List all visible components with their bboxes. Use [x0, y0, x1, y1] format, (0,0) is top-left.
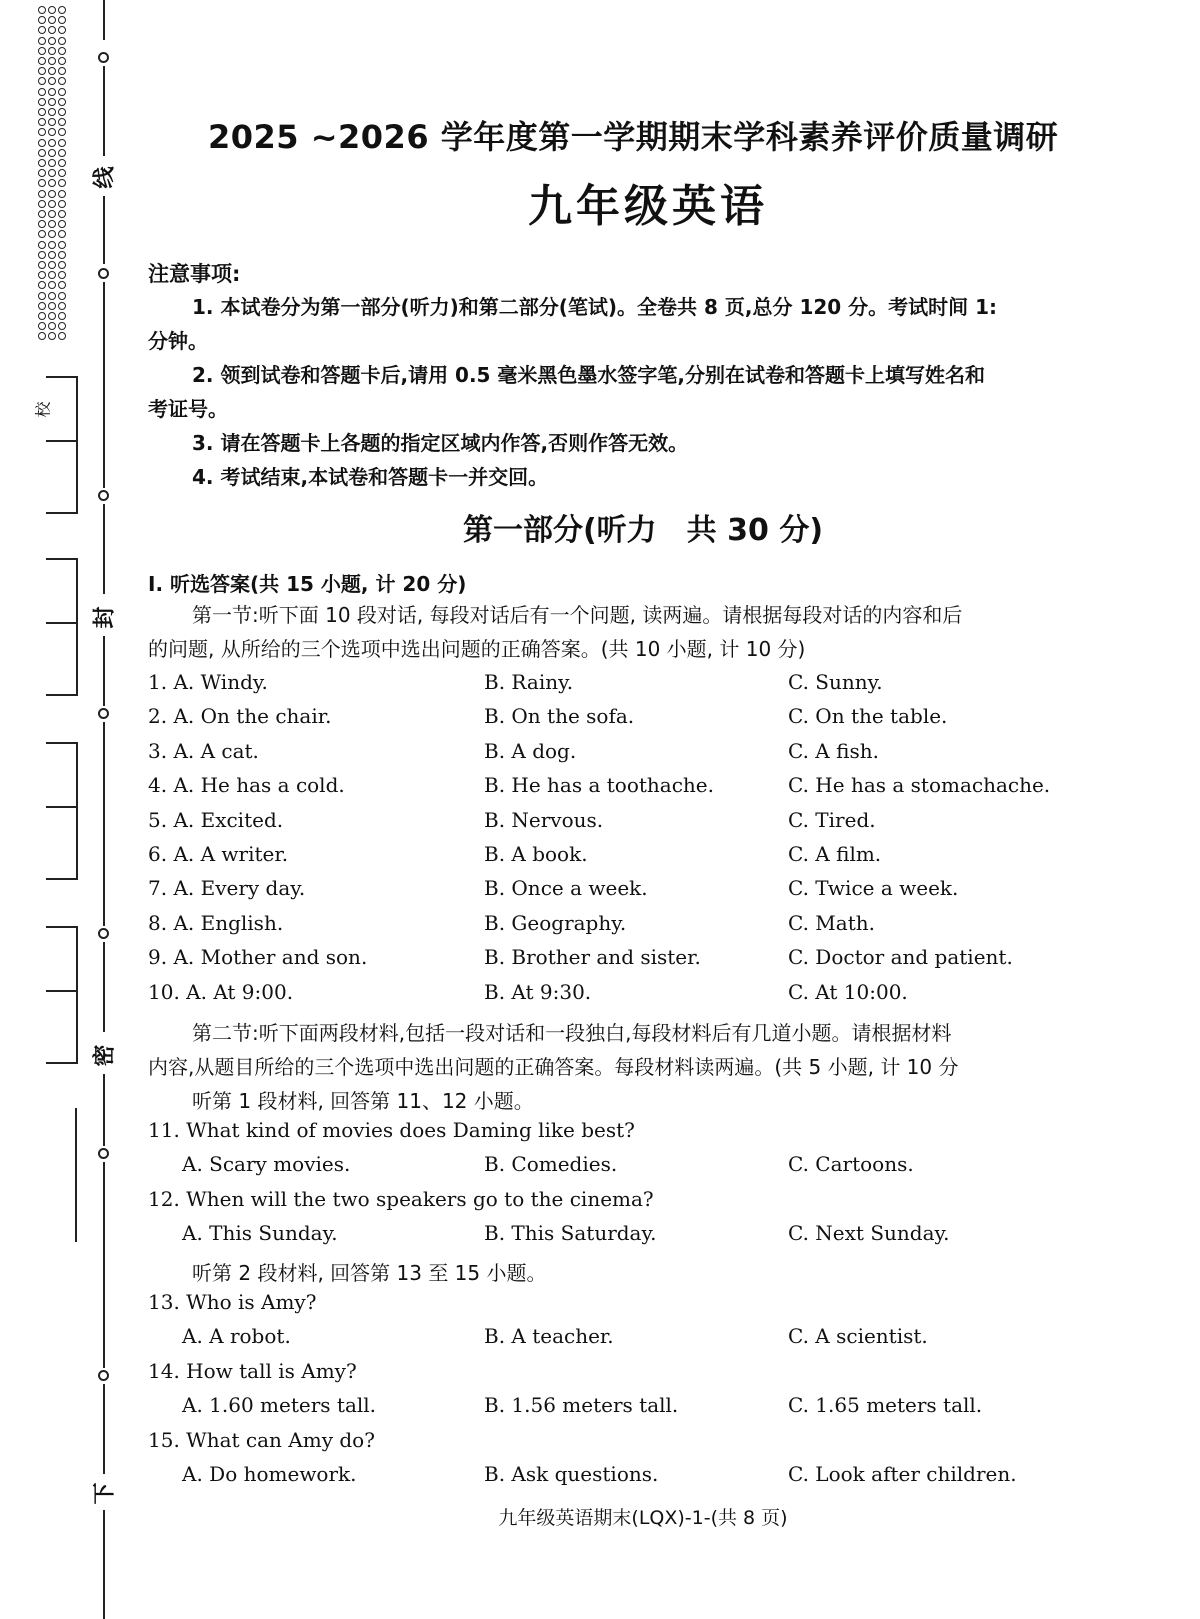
cut-line	[103, 196, 105, 264]
question-stem: 11. What kind of movies does Daming like best?	[148, 1118, 635, 1142]
perforation-hole	[38, 16, 46, 24]
info-box-divider	[46, 622, 76, 624]
option-c: C. A scientist.	[788, 1324, 928, 1348]
perforation-hole	[58, 190, 66, 198]
perforation-hole	[38, 230, 46, 238]
perforation-hole	[58, 322, 66, 330]
perforation-row	[38, 118, 68, 128]
cut-line-dot	[98, 490, 109, 501]
perforation-hole	[58, 312, 66, 320]
perforation-hole	[48, 210, 56, 218]
option-a: A. A robot.	[182, 1324, 291, 1348]
info-box-label: 校	[33, 401, 53, 418]
perforation-row	[38, 200, 68, 210]
option-b: B. A book.	[484, 842, 588, 866]
material-2-instruction: 听第 2 段材料, 回答第 13 至 15 小题。	[192, 1261, 547, 1285]
perforation-hole	[58, 128, 66, 136]
perforation-row	[38, 179, 68, 189]
perforation-row	[38, 26, 68, 36]
perforation-row	[38, 88, 68, 98]
perforation-hole	[48, 98, 56, 106]
perforation-hole	[58, 159, 66, 167]
perforation-hole	[48, 179, 56, 187]
info-box-divider	[46, 806, 76, 808]
notice-item-continued: 考证号。	[148, 397, 228, 421]
perforation-row	[38, 261, 68, 271]
perforation-hole	[38, 271, 46, 279]
perforation-hole	[58, 88, 66, 96]
perforation-row	[38, 57, 68, 67]
perforation-hole	[38, 47, 46, 55]
perforation-row	[38, 149, 68, 159]
option-b: B. Comedies.	[484, 1152, 618, 1176]
cut-line-dot	[98, 708, 109, 719]
perforation-hole	[48, 281, 56, 289]
option-c: C. Twice a week.	[788, 876, 959, 901]
perforation-hole	[38, 6, 46, 14]
option-b: B. Nervous.	[484, 807, 604, 832]
perforation-row	[38, 47, 68, 57]
perforation-hole	[38, 88, 46, 96]
option-a: 6. A. A writer.	[148, 842, 289, 866]
option-a: A. Do homework.	[182, 1462, 357, 1486]
option-a: A. Scary movies.	[182, 1152, 351, 1176]
option-c: C. On the table.	[788, 704, 948, 729]
cut-line	[103, 1162, 105, 1368]
cut-line	[103, 942, 105, 1032]
question-row	[148, 980, 1138, 1014]
perforation-row	[38, 281, 68, 291]
info-box-divider	[46, 440, 76, 442]
notice-item: 2. 领到试卷和答题卡后,请用 0.5 毫米黑色墨水签字笔,分别在试卷和答题卡上填写姓名和	[192, 363, 986, 387]
option-c: C. Doctor and patient.	[788, 945, 1013, 970]
cut-line-dot	[98, 1370, 109, 1381]
option-b: B. He has a toothache.	[484, 773, 714, 798]
perforation-hole	[48, 292, 56, 300]
perforation-hole	[58, 292, 66, 300]
cut-line	[103, 0, 105, 40]
perforation-hole	[58, 26, 66, 34]
info-box-bracket	[46, 742, 78, 880]
perforation-row	[38, 108, 68, 118]
question-row	[148, 842, 1138, 876]
perforation-hole	[38, 312, 46, 320]
option-b: B. Geography.	[484, 910, 627, 935]
info-box-line	[75, 1108, 77, 1242]
perforation-hole	[48, 271, 56, 279]
question-stem: 15. What can Amy do?	[148, 1428, 375, 1452]
section1-instructions-continued: 的问题, 从所给的三个选项中选出问题的正确答案。(共 10 小题, 计 10 分)	[148, 637, 806, 661]
cut-label-mi: 密	[91, 1044, 118, 1067]
perforation-hole	[48, 6, 56, 14]
perforation-hole	[58, 210, 66, 218]
option-b: B. Ask questions.	[484, 1462, 659, 1486]
page-footer: 九年级英语期末(LQX)-1-(共 8 页)	[498, 1507, 788, 1529]
perforation-hole	[48, 67, 56, 75]
info-box-bracket	[46, 558, 78, 696]
perforation-hole	[48, 200, 56, 208]
info-box-bracket	[46, 926, 78, 1064]
cut-line	[103, 1510, 105, 1619]
question-stem: 13. Who is Amy?	[148, 1290, 317, 1314]
cut-label-feng: 封	[91, 606, 118, 629]
option-b: B. A teacher.	[484, 1324, 614, 1348]
perforation-hole	[58, 108, 66, 116]
info-box-divider	[46, 990, 76, 992]
perforation-row	[38, 37, 68, 47]
cut-line-dot	[98, 1148, 109, 1159]
perforation-hole	[48, 139, 56, 147]
perforation-hole	[48, 261, 56, 269]
option-a: 10. A. At 9:00.	[148, 979, 294, 1004]
perforation-hole	[58, 6, 66, 14]
perforation-hole	[48, 118, 56, 126]
cut-line-dot	[98, 268, 109, 279]
option-c: C. Sunny.	[788, 670, 883, 694]
option-b: B. 1.56 meters tall.	[484, 1393, 679, 1417]
perforation-row	[38, 67, 68, 77]
perforation-hole	[58, 67, 66, 75]
perforation-hole	[48, 241, 56, 249]
question-stem: 14. How tall is Amy?	[148, 1359, 357, 1383]
option-c: C. Tired.	[788, 807, 876, 832]
perforation-hole	[48, 26, 56, 34]
question-options	[148, 1152, 1138, 1186]
perforation-hole	[58, 139, 66, 147]
cut-label-xia: 下	[91, 1482, 118, 1505]
option-c: C. Cartoons.	[788, 1152, 914, 1176]
notice-item: 4. 考试结束,本试卷和答题卡一并交回。	[192, 465, 549, 489]
perforation-hole	[58, 220, 66, 228]
perforation-hole	[48, 57, 56, 65]
perforation-hole	[38, 302, 46, 310]
perforation-hole	[38, 241, 46, 249]
perforation-hole	[38, 57, 46, 65]
perforation-hole	[38, 322, 46, 330]
perforation-hole	[58, 281, 66, 289]
perforation-hole	[48, 149, 56, 157]
perforation-hole	[58, 271, 66, 279]
perforation-hole	[38, 169, 46, 177]
perforation-row	[38, 271, 68, 281]
question-row	[148, 808, 1138, 842]
section2-instructions: 第二节:听下面两段材料,包括一段对话和一段独白,每段材料后有几道小题。请根据材料	[192, 1021, 952, 1045]
perforation-row	[38, 77, 68, 87]
exam-title: 2025 ~2026 学年度第一学期期末学科素养评价质量调研	[208, 118, 1059, 156]
perforation-hole	[58, 169, 66, 177]
perforation-hole	[48, 302, 56, 310]
option-a: 7. A. Every day.	[148, 876, 306, 901]
perforation-hole	[48, 322, 56, 330]
notice-item: 3. 请在答题卡上各题的指定区域内作答,否则作答无效。	[192, 431, 689, 455]
perforation-row	[38, 190, 68, 200]
cut-line	[103, 66, 105, 156]
cut-line	[103, 722, 105, 926]
perforation-row	[38, 312, 68, 322]
perforation-hole	[48, 312, 56, 320]
perforation-row	[38, 210, 68, 220]
question-options	[148, 1393, 1138, 1427]
perforation-row	[38, 230, 68, 240]
perforation-row	[38, 302, 68, 312]
cut-line-dot	[98, 52, 109, 63]
perforation-hole	[58, 230, 66, 238]
perforation-hole	[38, 332, 46, 340]
option-a: 3. A. A cat.	[148, 738, 259, 763]
perforation-row	[38, 169, 68, 179]
perforation-row	[38, 251, 68, 261]
perforation-hole	[58, 200, 66, 208]
perforation-hole	[58, 261, 66, 269]
option-a: A. This Sunday.	[182, 1221, 338, 1245]
option-b: B. This Saturday.	[484, 1221, 657, 1245]
perforation-hole	[48, 332, 56, 340]
option-c: C. He has a stomachache.	[788, 773, 1051, 798]
perforation-hole	[48, 220, 56, 228]
perforation-hole	[58, 251, 66, 259]
perforation-hole	[38, 251, 46, 259]
perforation-hole	[48, 230, 56, 238]
option-a: 8. A. English.	[148, 910, 284, 935]
question-options	[148, 1462, 1138, 1496]
perforation-row	[38, 332, 68, 342]
perforation-hole	[38, 128, 46, 136]
perforation-hole	[38, 98, 46, 106]
perforation-hole	[58, 149, 66, 157]
option-a: 9. A. Mother and son.	[148, 945, 368, 970]
perforation-row	[38, 128, 68, 138]
perforation-hole	[38, 77, 46, 85]
question-options	[148, 1324, 1138, 1358]
option-a: 1. A. Windy.	[148, 670, 268, 694]
cut-label-xian: 线	[91, 166, 118, 189]
perforation-hole	[38, 149, 46, 157]
perforation-hole	[38, 281, 46, 289]
perforation-hole	[58, 179, 66, 187]
question-row	[148, 876, 1138, 910]
perforation-hole	[58, 16, 66, 24]
question-row	[148, 670, 1138, 704]
perforation-hole	[48, 88, 56, 96]
cut-line-dot	[98, 928, 109, 939]
question-row	[148, 704, 1138, 738]
question-row	[148, 739, 1138, 773]
perforation-hole	[58, 57, 66, 65]
perforation-hole	[38, 190, 46, 198]
perforation-hole	[38, 37, 46, 45]
perforation-hole	[58, 98, 66, 106]
perforation-hole	[38, 108, 46, 116]
perforation-hole	[48, 251, 56, 259]
notice-item-continued: 分钟。	[148, 329, 208, 353]
binding-margin	[0, 0, 125, 1619]
cut-line	[103, 1384, 105, 1474]
perforation-hole	[38, 261, 46, 269]
section1-instructions: 第一节:听下面 10 段对话, 每段对话后有一个问题, 读两遍。请根据每段对话的内容和后	[192, 603, 963, 627]
perforation-hole	[58, 77, 66, 85]
perforation-hole	[38, 159, 46, 167]
option-a: 4. A. He has a cold.	[148, 773, 345, 798]
option-c: C. A film.	[788, 842, 882, 866]
perforation-hole	[38, 292, 46, 300]
cut-line	[103, 636, 105, 706]
perforation-hole	[58, 302, 66, 310]
perforation-hole	[38, 210, 46, 218]
perforation-hole	[38, 179, 46, 187]
question-row	[148, 945, 1138, 979]
perforation-hole	[58, 332, 66, 340]
perforation-hole	[48, 16, 56, 24]
option-c: C. A fish.	[788, 738, 879, 763]
option-b: B. A dog.	[484, 738, 577, 763]
perforation-hole	[48, 190, 56, 198]
cut-line	[103, 282, 105, 488]
option-c: C. Math.	[788, 910, 875, 935]
perforation-row	[38, 6, 68, 16]
cut-line	[103, 1074, 105, 1146]
perforation-hole	[58, 47, 66, 55]
perforation-hole	[48, 128, 56, 136]
option-b: B. Rainy.	[484, 670, 574, 694]
perforation-hole	[38, 118, 46, 126]
part-one-title: 第一部分(听力 共 30 分)	[462, 513, 824, 548]
perforation-row	[38, 159, 68, 169]
perforation-hole	[48, 159, 56, 167]
perforation-hole	[38, 139, 46, 147]
perforation-hole	[38, 200, 46, 208]
perforation-hole	[58, 118, 66, 126]
perforation-row	[38, 220, 68, 230]
notice-item: 1. 本试卷分为第一部分(听力)和第二部分(笔试)。全卷共 8 页,总分 120 分。考试时间 1:	[192, 295, 998, 319]
section2-instructions-continued: 内容,从题目所给的三个选项中选出问题的正确答案。每段材料读两遍。(共 5 小题, 计 10 分	[148, 1055, 959, 1079]
option-b: B. Brother and sister.	[484, 945, 701, 970]
question-stem: 12. When will the two speakers go to the cinema?	[148, 1187, 654, 1211]
question-options	[148, 1221, 1138, 1255]
perforation-hole	[48, 169, 56, 177]
option-b: B. On the sofa.	[484, 704, 635, 729]
perforation-hole	[48, 108, 56, 116]
option-c: C. Next Sunday.	[788, 1221, 950, 1245]
option-b: B. At 9:30.	[484, 979, 592, 1004]
subject-title: 九年级英语	[528, 181, 768, 232]
question-row	[148, 911, 1138, 945]
option-c: C. Look after children.	[788, 1462, 1017, 1486]
material-1-instruction: 听第 1 段材料, 回答第 11、12 小题。	[192, 1089, 534, 1113]
perforation-hole	[58, 37, 66, 45]
perforation-row	[38, 322, 68, 332]
perforation-hole	[38, 67, 46, 75]
perforation-hole	[38, 26, 46, 34]
perforation-hole	[48, 37, 56, 45]
cut-line	[103, 504, 105, 594]
notice-heading: 注意事项:	[148, 262, 241, 286]
option-c: C. 1.65 meters tall.	[788, 1393, 983, 1417]
perforation-row	[38, 98, 68, 108]
perforation-hole	[58, 241, 66, 249]
option-a: A. 1.60 meters tall.	[182, 1393, 377, 1417]
perforation-row	[38, 16, 68, 26]
question-row	[148, 773, 1138, 807]
option-a: 2. A. On the chair.	[148, 704, 332, 729]
perforation-hole	[48, 47, 56, 55]
perforation-hole	[48, 77, 56, 85]
section-heading: Ⅰ. 听选答案(共 15 小题, 计 20 分)	[148, 572, 467, 596]
option-a: 5. A. Excited.	[148, 807, 284, 832]
perforation-row	[38, 292, 68, 302]
perforation-hole	[38, 220, 46, 228]
info-box-bracket	[46, 376, 78, 514]
perforation-row	[38, 241, 68, 251]
perforation-row	[38, 139, 68, 149]
option-b: B. Once a week.	[484, 876, 648, 901]
option-c: C. At 10:00.	[788, 979, 908, 1004]
